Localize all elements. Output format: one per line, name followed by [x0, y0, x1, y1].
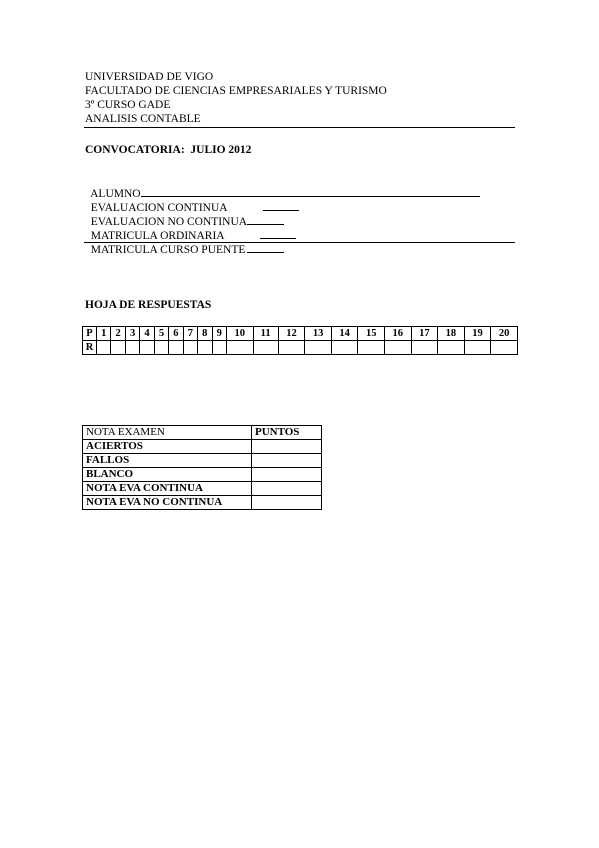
question-number: 13 — [305, 327, 332, 341]
answer-cell[interactable] — [305, 341, 332, 355]
grades-points-cell[interactable] — [252, 468, 322, 482]
question-number: 20 — [491, 327, 518, 341]
field-alumno-label: ALUMNO — [90, 188, 141, 200]
question-number: 9 — [212, 327, 226, 341]
question-number: 12 — [278, 327, 305, 341]
grades-points-cell[interactable] — [252, 482, 322, 496]
subject-name: ANALISIS CONTABLE — [85, 113, 201, 125]
grades-points-cell[interactable] — [252, 454, 322, 468]
answer-cell[interactable] — [331, 341, 358, 355]
question-number: 15 — [358, 327, 385, 341]
answer-cell[interactable] — [464, 341, 491, 355]
question-number: 2 — [111, 327, 125, 341]
field-matricula-ordinaria-label: MATRICULA ORDINARIA — [90, 230, 225, 242]
answer-cell[interactable] — [154, 341, 168, 355]
answers-table — [82, 326, 518, 355]
row-label-r: R — [83, 341, 97, 355]
grades-table — [82, 425, 322, 510]
grades-row-label: NOTA EVA CONTINUA — [83, 482, 252, 496]
answer-cell[interactable] — [111, 341, 125, 355]
course-name: 3º CURSO GADE — [85, 99, 171, 111]
grades-row-label: FALLOS — [83, 454, 252, 468]
answer-cell[interactable] — [358, 341, 385, 355]
header-divider — [84, 127, 515, 128]
answer-cell[interactable] — [411, 341, 438, 355]
grades-row — [83, 496, 322, 510]
grades-row-label: NOTA EVA NO CONTINUA — [83, 496, 252, 510]
field-matricula-puente-label: MATRICULA CURSO PUENTE — [90, 244, 246, 256]
grades-col-points: PUNTOS — [252, 426, 322, 440]
convocatoria-heading: CONVOCATORIA: JULIO 2012 — [85, 144, 252, 156]
faculty-name: FACULTADO DE CIENCIAS EMPRESARIALES Y TURISMO — [85, 85, 387, 97]
question-number: 6 — [169, 327, 183, 341]
field-eval-continua-label: EVALUACION CONTINUA — [90, 202, 228, 214]
answer-cell[interactable] — [491, 341, 518, 355]
grades-col-label: NOTA EXAMEN — [83, 426, 252, 440]
question-number: 8 — [198, 327, 212, 341]
question-number: 16 — [384, 327, 411, 341]
field-eval-no-continua-label: EVALUACION NO CONTINUA — [90, 216, 248, 228]
grades-row — [83, 440, 322, 454]
answer-cell[interactable] — [253, 341, 278, 355]
fields-divider — [84, 242, 515, 243]
grades-row — [83, 482, 322, 496]
answers-title: HOJA DE RESPUESTAS — [85, 299, 212, 311]
answer-cell[interactable] — [140, 341, 154, 355]
grades-row — [83, 468, 322, 482]
question-number: 1 — [97, 327, 111, 341]
answer-cell[interactable] — [212, 341, 226, 355]
grades-points-cell[interactable] — [252, 496, 322, 510]
question-number: 14 — [331, 327, 358, 341]
question-number: 5 — [154, 327, 168, 341]
grades-row — [83, 454, 322, 468]
answer-cell[interactable] — [198, 341, 212, 355]
answers-response-row — [83, 341, 518, 355]
row-label-p: P — [83, 327, 97, 341]
answer-cell[interactable] — [384, 341, 411, 355]
answer-cell[interactable] — [169, 341, 183, 355]
question-number: 11 — [253, 327, 278, 341]
answer-cell[interactable] — [97, 341, 111, 355]
question-number: 18 — [438, 327, 465, 341]
answer-cell[interactable] — [183, 341, 197, 355]
answer-cell[interactable] — [278, 341, 305, 355]
question-number: 10 — [226, 327, 253, 341]
answers-question-row — [83, 327, 518, 341]
answer-cell[interactable] — [226, 341, 253, 355]
grades-points-cell[interactable] — [252, 440, 322, 454]
grades-row-label: BLANCO — [83, 468, 252, 482]
question-number: 4 — [140, 327, 154, 341]
university-name: UNIVERSIDAD DE VIGO — [85, 71, 214, 83]
answer-cell[interactable] — [438, 341, 465, 355]
grades-header-row — [83, 426, 322, 440]
answer-cell[interactable] — [125, 341, 139, 355]
question-number: 3 — [125, 327, 139, 341]
question-number: 17 — [411, 327, 438, 341]
question-number: 19 — [464, 327, 491, 341]
grades-row-label: ACIERTOS — [83, 440, 252, 454]
question-number: 7 — [183, 327, 197, 341]
